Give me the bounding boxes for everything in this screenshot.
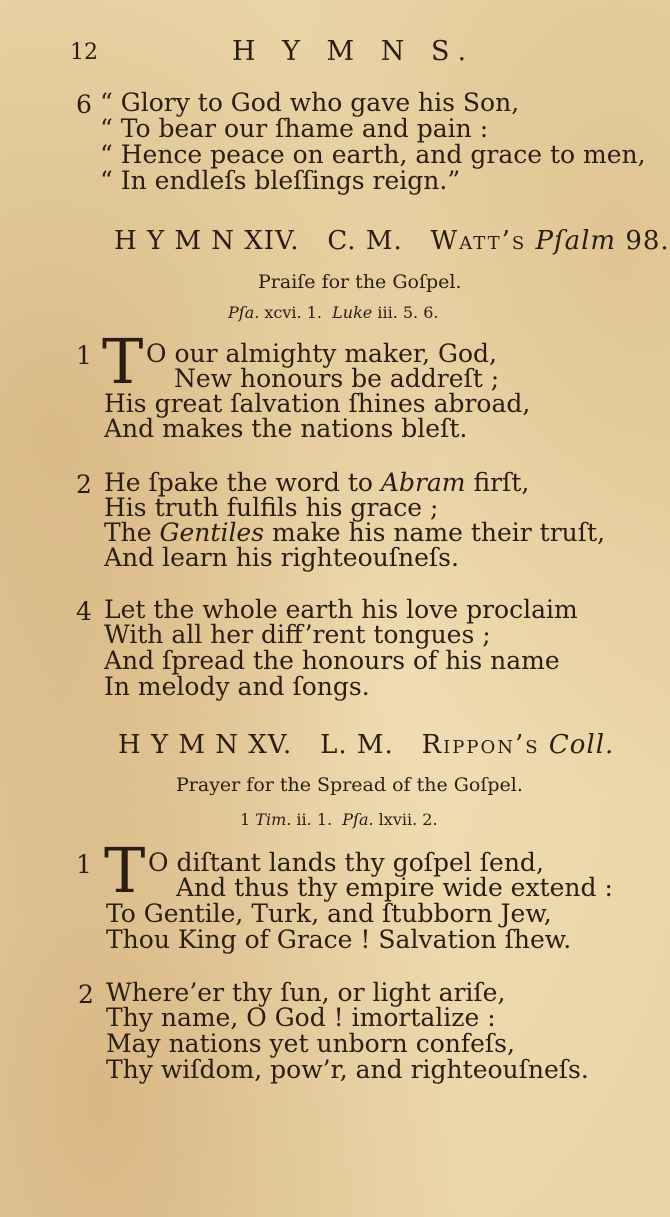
verse-line: And ſpread the honours of his name (104, 646, 560, 675)
ref-book: Pſa. (342, 810, 374, 829)
verse-number: 2 (78, 980, 94, 1009)
hymn-subject: Prayer for the Spread of the Goſpel. (176, 774, 523, 796)
hymn-heading (114, 226, 670, 256)
verse-line: “ Hence peace on earth, and grace to men, (100, 140, 646, 169)
hymn-heading (118, 730, 614, 760)
verse-line: O diſtant lands thy goſpel ſend, (148, 848, 544, 877)
scripture-reference (228, 303, 438, 322)
verse-line: Thy name, O God ! imortalize : (106, 1003, 496, 1032)
verse-line: New honours be addreſt ; (174, 364, 500, 393)
hymn-author: Watt’s (430, 226, 527, 256)
verse-line: Thou King of Grace ! Salvation ſhew. (106, 925, 572, 954)
verse-line: Thy wiſdom, pow’r, and righteouſneſs. (106, 1055, 589, 1084)
ref-book: Pſa. (228, 303, 260, 322)
hymn-meter: L. M. (320, 730, 394, 760)
verse-number: 1 (76, 341, 92, 370)
verse-line: Where’er thy ſun, or light ariſe, (106, 978, 506, 1007)
running-head (70, 36, 610, 76)
ref-chapter: iii. 5. 6. (377, 303, 439, 322)
hymn-source: Pſalm (535, 226, 617, 256)
hymn-meter: C. M. (327, 226, 403, 256)
page-number: 12 (70, 40, 98, 65)
drop-cap: T (102, 325, 144, 398)
verse-number: 6 (76, 90, 92, 119)
hymn-name: H Y M N XV. (118, 730, 293, 760)
verse-line: With all her diff’rent tongues ; (104, 620, 491, 649)
verse-line: “ Glory to God who gave his Son, (100, 88, 520, 117)
verse-line: His great ſalvation ſhines abroad, (104, 389, 531, 418)
verse-line: And thus thy empire wide extend : (176, 873, 613, 902)
verse-text-italic: Abram (380, 468, 466, 497)
verse-line: And learn his righteouſneſs. (104, 543, 459, 572)
verse-text: firſt, (473, 468, 530, 497)
ref-book: Tim. (255, 810, 292, 829)
verse-number: 2 (76, 470, 92, 499)
ref-chapter: xcvi. 1. (264, 303, 322, 322)
verse-line: O our almighty maker, God, (146, 339, 497, 368)
hymn-source: Coll. (548, 730, 615, 760)
drop-cap: T (104, 834, 146, 907)
verse-line: His truth fulfils his grace ; (104, 493, 439, 522)
scripture-reference (240, 810, 438, 829)
hymn-subject: Praiſe for the Goſpel. (258, 271, 462, 293)
ref-book: Luke (332, 303, 373, 322)
verse-text: The (104, 518, 152, 547)
running-title: H Y M N S. (232, 36, 476, 67)
verse-line: Let the whole earth his love proclaim (104, 595, 578, 624)
hymn-name: H Y M N XIV. (114, 226, 300, 256)
verse-line: May nations yet unborn confeſs, (106, 1029, 515, 1058)
verse-text: He ſpake the word to (104, 468, 373, 497)
verse-number: 4 (76, 597, 92, 626)
verse-line: And makes the nations bleſt. (104, 414, 468, 443)
verse-line: “ In endleſs bleſſings reign.” (100, 166, 461, 195)
verse-line: To Gentile, Turk, and ſtubborn Jew, (106, 899, 552, 928)
ref-chapter: ii. 1. (296, 810, 333, 829)
verse-text-italic: Gentiles (159, 518, 265, 547)
ref-book-number: 1 (240, 810, 251, 829)
hymn-author: Rippon’s (421, 730, 540, 760)
verse-line: “ To bear our ſhame and pain : (100, 114, 489, 143)
hymn-source-number: 98. (625, 226, 670, 256)
verse-number: 1 (76, 850, 92, 879)
verse-line: In melody and ſongs. (104, 672, 370, 701)
verse-text: make his name their truſt, (272, 518, 606, 547)
ref-chapter: lxvii. 2. (378, 810, 438, 829)
